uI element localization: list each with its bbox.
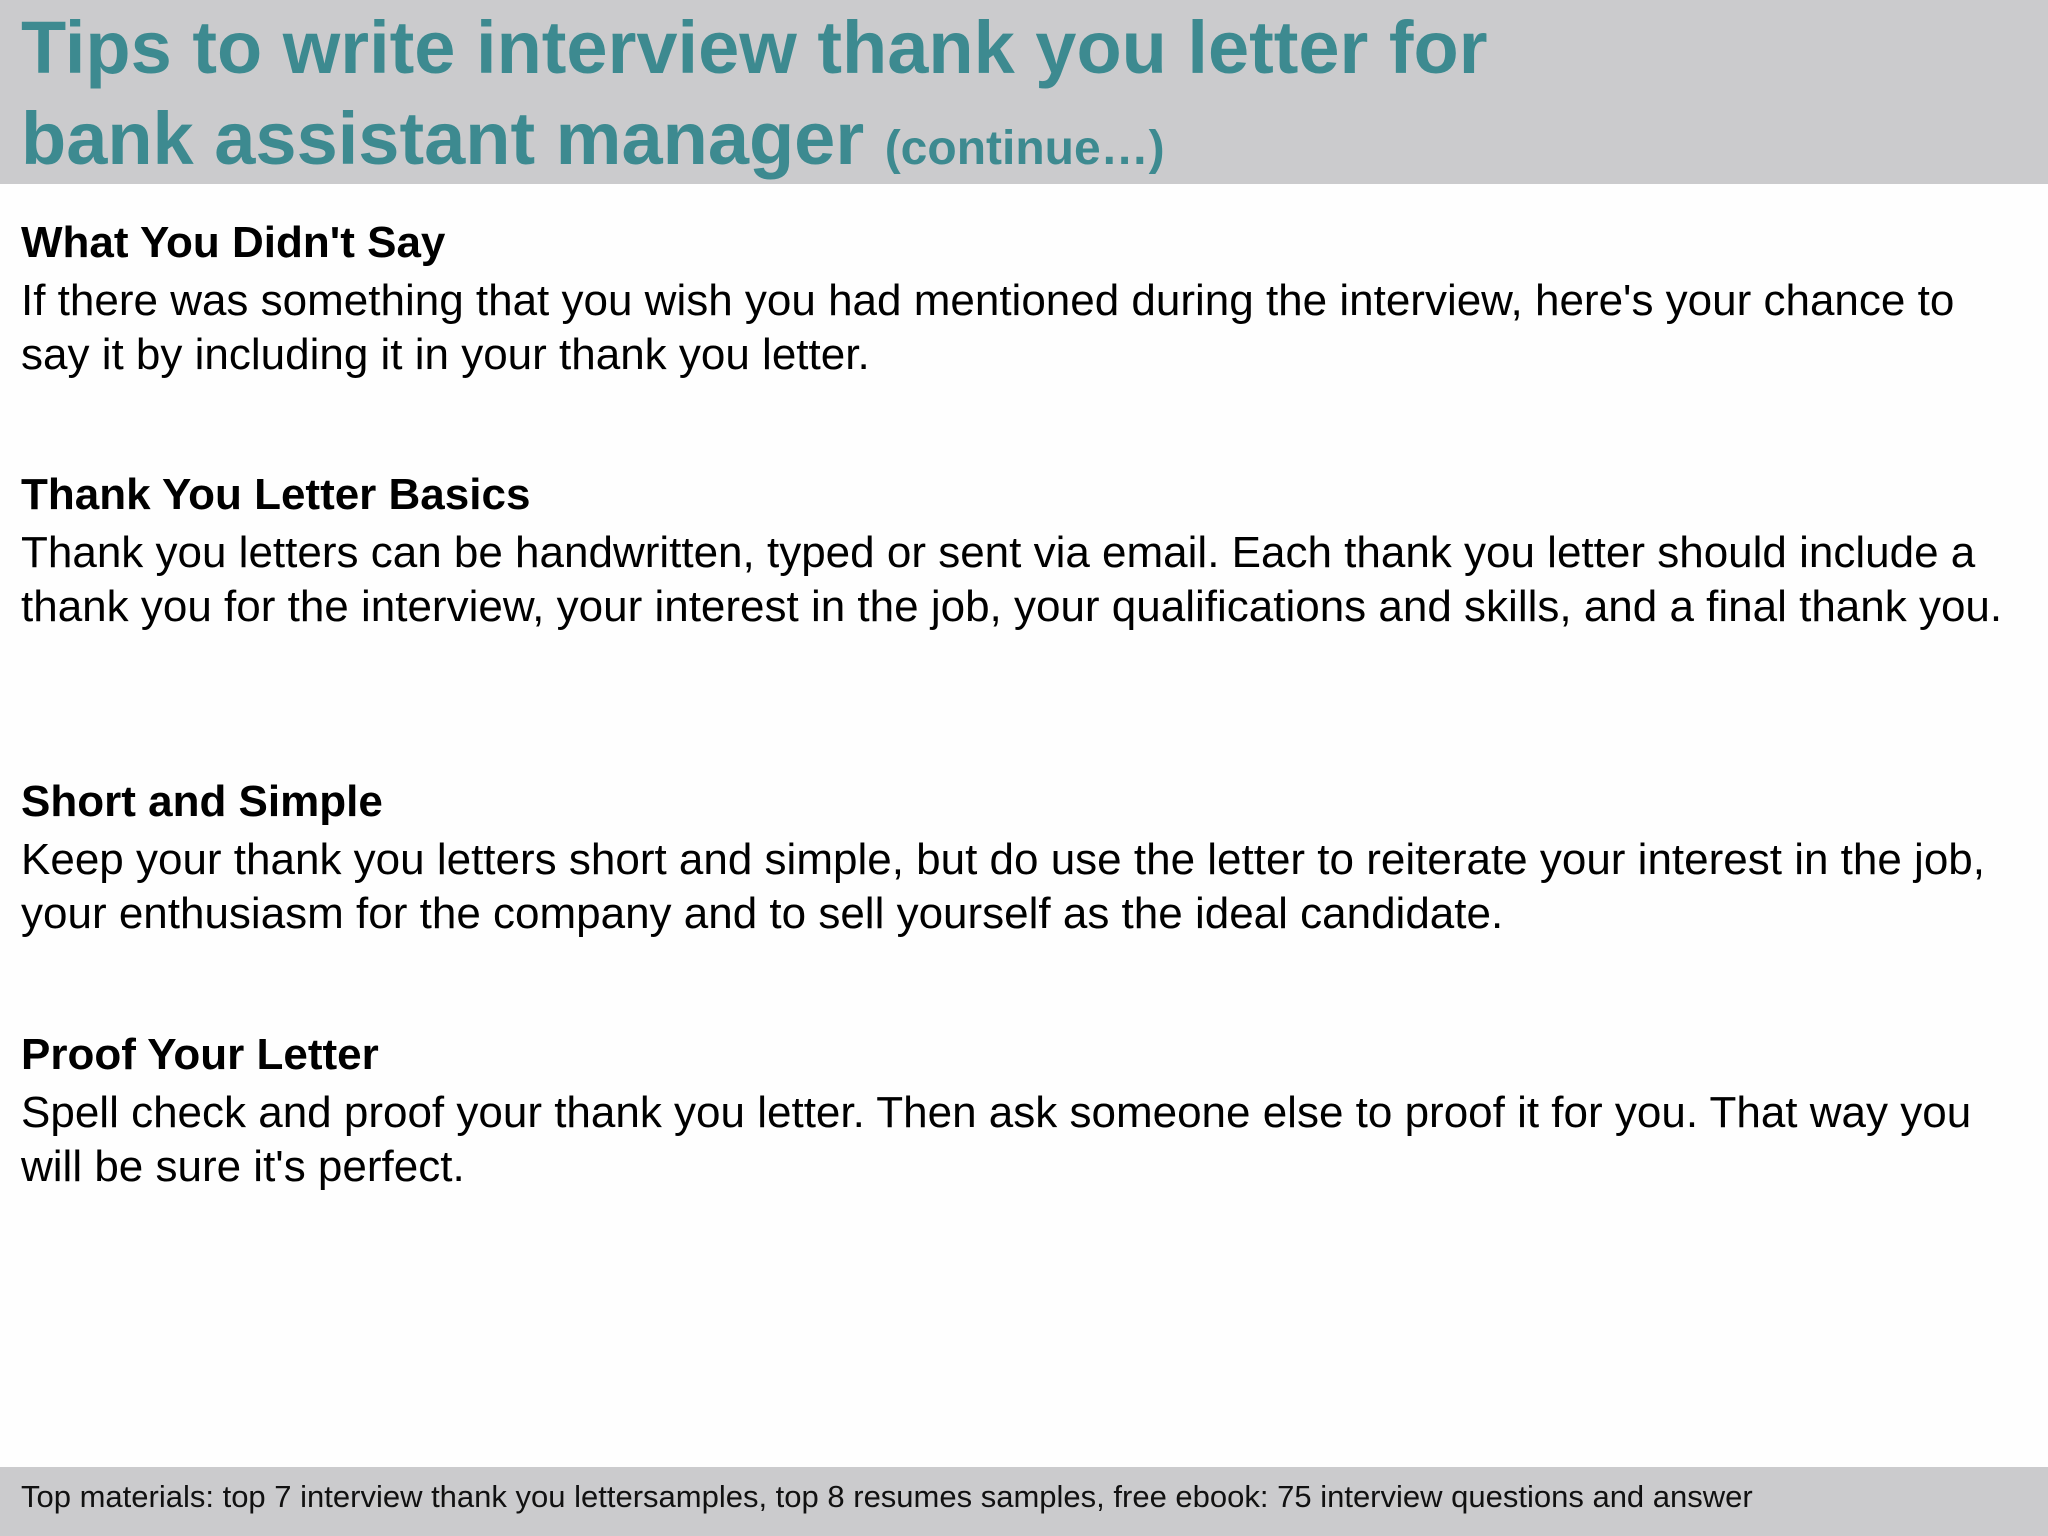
- section-thank-you-letter-basics: [21, 464, 2011, 634]
- title-line-1: Tips to write interview thank you letter for: [21, 6, 1488, 89]
- section-body: If there was something that you wish you had mentioned during the interview, here's your chance to say it by including it in your thank you letter.: [21, 276, 1955, 379]
- section-heading: Short and Simple: [21, 777, 383, 826]
- section-body: Spell check and proof your thank you letter. Then ask someone else to proof it for you. That way you will be sure it's perfect.: [21, 1088, 1972, 1191]
- section-heading: Thank You Letter Basics: [21, 470, 531, 519]
- title-suffix: (continue…): [884, 122, 1165, 175]
- page-title: [21, 2, 2021, 194]
- section-proof-your-letter: [21, 1024, 2011, 1194]
- section-heading: What You Didn't Say: [21, 218, 446, 267]
- title-line-2: bank assistant manager: [21, 97, 865, 180]
- section-heading: Proof Your Letter: [21, 1030, 379, 1079]
- section-what-you-didnt-say: [21, 212, 2011, 382]
- section-body: Thank you letters can be handwritten, typed or sent via email. Each thank you letter should include a thank you for the interview, your interest in the job, your qualifications and skills, and a final thank you.: [21, 528, 2003, 631]
- section-short-and-simple: [21, 771, 2011, 941]
- section-body: Keep your thank you letters short and simple, but do use the letter to reiterate your interest in the job, your enthusiasm for the company and to sell yourself as the ideal candidate.: [21, 835, 1985, 938]
- footer-text: Top materials: top 7 interview thank you lettersamples, top 8 resumes samples, free ebook: 75 interview questions and answer: [21, 1479, 1753, 1514]
